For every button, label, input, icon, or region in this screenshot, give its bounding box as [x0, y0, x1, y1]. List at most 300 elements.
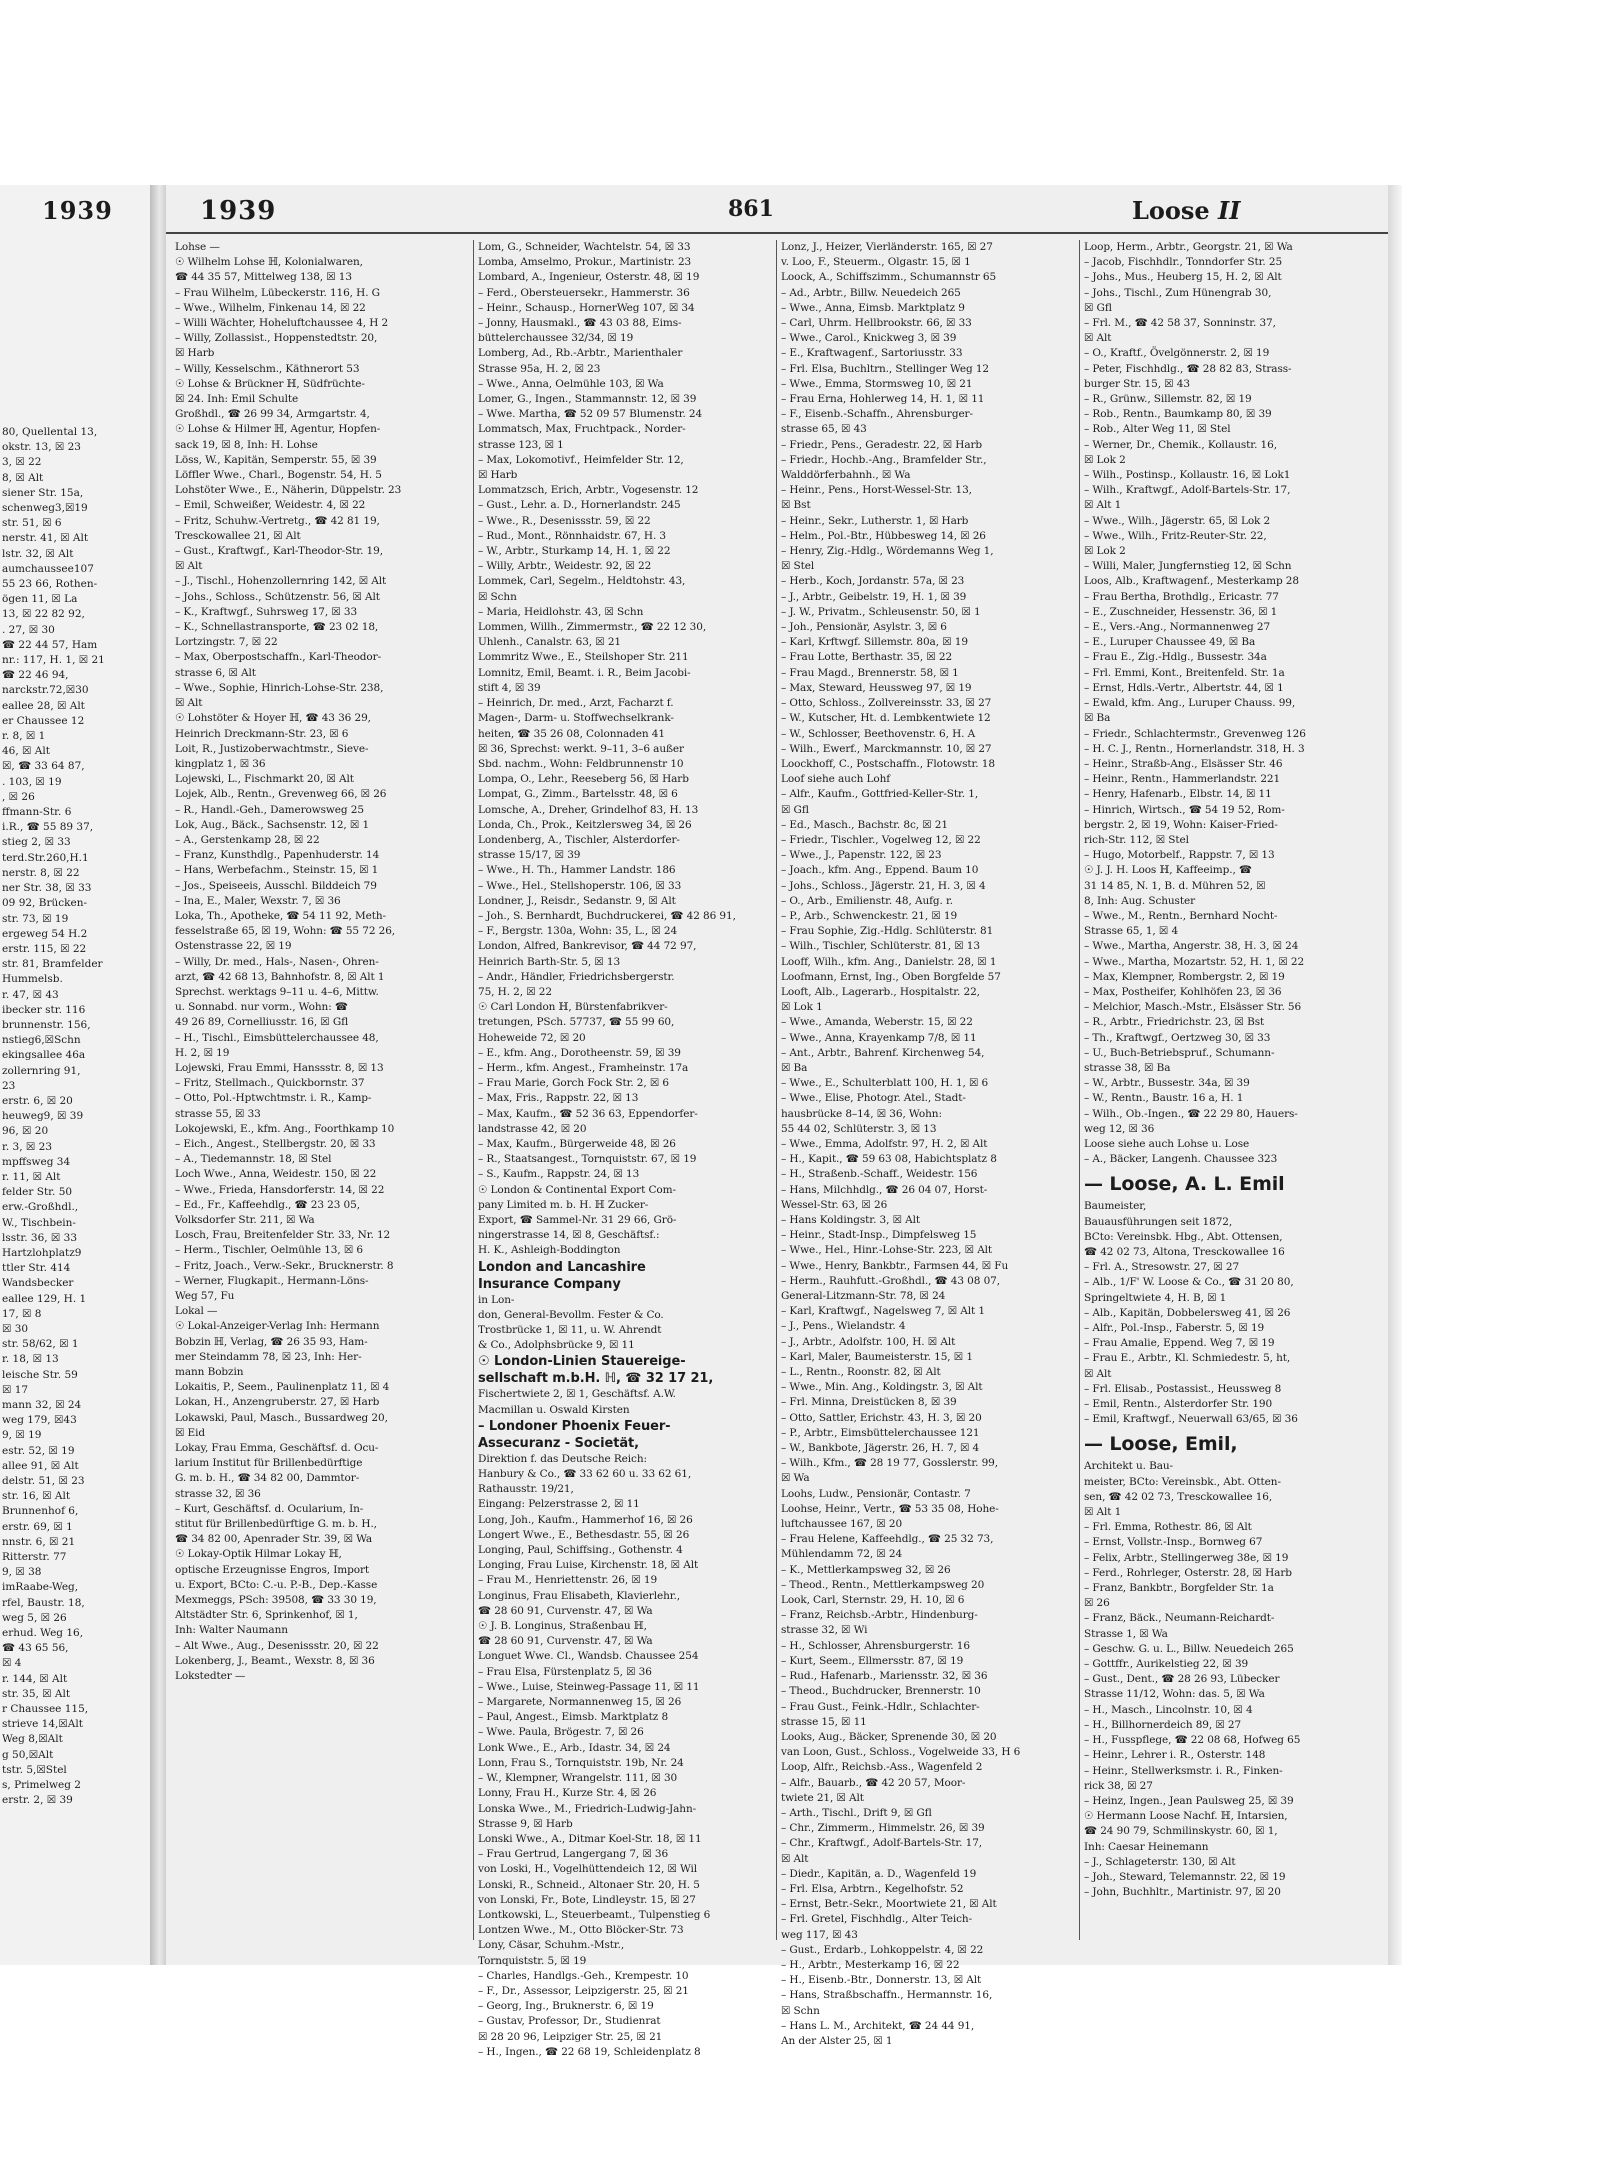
directory-entry-line: Loka, Th., Apotheke, ☎ 54 11 92, Meth- — [175, 909, 386, 922]
directory-entry-line: Mühlendamm 72, ☒ 24 — [781, 1548, 903, 1561]
directory-entry-line: ☉ Lohse & Brückner ℍ, Südfrüchte- — [175, 377, 365, 390]
directory-entry-line: ningerstrasse 14, ☒ 8, Geschäftsf.: — [478, 1229, 660, 1242]
directory-entry-line: Longinus, Frau Elisabeth, Klavierlehr., — [478, 1589, 680, 1602]
directory-entry-line: – Ernst, Vollstr.-Insp., Bornweg 67 — [1084, 1536, 1263, 1549]
directory-entry-line: – Wwe., Elise, Photogr. Atel., Stadt- — [781, 1092, 966, 1105]
directory-entry-line: – P., Arb., Schwenckestr. 21, ☒ 19 — [781, 909, 958, 922]
directory-entry-line: Mexmeggs, PSch: 39508, ☎ 33 30 19, — [175, 1594, 377, 1607]
directory-entry-line: Lojewski, L., Fischmarkt 20, ☒ Alt — [175, 773, 354, 786]
left-fragment-line: strieve 14,☒Alt — [2, 1718, 83, 1731]
directory-entry-line: – Max, Fris., Rappstr. 22, ☒ 13 — [478, 1092, 639, 1105]
directory-entry-line: – Heinr., Pens., Horst-Wessel-Str. 13, — [781, 484, 972, 497]
left-fragment-line: siener Str. 15a, — [2, 486, 84, 499]
directory-entry-line: – R., Handl.-Geh., Damerowsweg 25 — [175, 803, 364, 816]
directory-entry-line: Strasse 1, ☒ Wa — [1084, 1627, 1168, 1640]
directory-entry-line: von Lonski, Fr., Bote, Lindleystr. 15, ☒ 27 — [478, 1893, 696, 1906]
directory-entry-line: – Henry, Zig.-Hdlg., Wördemanns Weg 1, — [781, 545, 994, 558]
directory-entry-line: – Georg, Ing., Bruknerstr. 6, ☒ 19 — [478, 2000, 654, 2013]
directory-entry-line: – Johs., Schloss., Schützenstr. 56, ☒ Alt — [175, 590, 380, 603]
directory-entry-line: An der Alster 25, ☒ 1 — [781, 2034, 893, 2047]
left-fragment-line: 80, Quellental 13, — [2, 426, 98, 438]
left-fragment-line: str. 16, ☒ Alt — [2, 1490, 71, 1503]
directory-entry-line: v. Loo, F., Steuerm., Olgastr. 15, ☒ 1 — [781, 256, 971, 269]
directory-entry-line: ☒ Schn — [781, 2004, 820, 2017]
directory-entry-line: optische Erzeugnisse Engros, Import — [175, 1563, 370, 1576]
directory-entry-line: ☒ Lok 2 — [1084, 453, 1126, 466]
directory-entry-line: – E., Luruper Chaussee 49, ☒ Ba — [1084, 636, 1256, 649]
directory-entry-line: – Heinr., Stadt-Insp., Dimpfelsweg 15 — [781, 1229, 977, 1242]
directory-entry-line: – Ant., Arbtr., Bahrenf. Kirchenweg 54, — [781, 1046, 985, 1059]
directory-entry-line: Lompa, O., Lehr., Reeseberg 56, ☒ Harb — [478, 773, 689, 786]
directory-entry-line: – Franz, Bäck., Neumann-Reichardt- — [1084, 1612, 1275, 1625]
directory-entry-line: rick 38, ☒ 27 — [1084, 1779, 1153, 1792]
directory-entry-line: – Paul, Angest., Eimsb. Marktplatz 8 — [478, 1711, 669, 1724]
directory-entry-line: Lonny, Frau H., Kurze Str. 4, ☒ 26 — [478, 1787, 657, 1800]
directory-entry-line: – Alfr., Bauarb., ☎ 42 20 57, Moor- — [781, 1776, 966, 1789]
directory-entry-line: Strasse 65, 1, ☒ 4 — [1084, 925, 1179, 938]
left-fragment-line: r Chaussee 115, — [2, 1703, 89, 1716]
left-fragment-line: ergeweg 54 H.2 — [2, 927, 88, 940]
directory-entry-line: – H., Ingen., ☎ 22 68 19, Schleidenplatz 8 — [478, 2045, 701, 2058]
directory-entry-line: G. m. b. H., ☎ 34 82 00, Dammtor- — [175, 1472, 360, 1485]
left-fragment-line: terd.Str.260,H.1 — [2, 851, 89, 864]
directory-entry-line: ☉ Wilhelm Lohse ℍ, Kolonialwaren, — [175, 256, 363, 269]
directory-entry-line: – F., Dr., Assessor, Leipzigerstr. 25, ☒ 21 — [478, 1984, 689, 1997]
directory-entry-line: ☎ 24 90 79, Schmilinskystr. 60, ☒ 1, — [1084, 1825, 1278, 1838]
column-divider — [473, 240, 474, 1940]
directory-entry-line: – Jacob, Fischhdlr., Tonndorfer Str. 25 — [1084, 256, 1283, 269]
directory-entry-line: – W., Rentn., Baustr. 16 a, H. 1 — [1084, 1092, 1244, 1105]
directory-entry-line: – Frl. Gretel, Fischhdlg., Alter Teich- — [781, 1913, 973, 1926]
directory-entry-line: – Emil, Schweißer, Weidestr. 4, ☒ 22 — [175, 499, 366, 512]
left-fragment-line: Brunnenhof 6, — [2, 1505, 79, 1518]
directory-entry-line: 31 14 85, N. 1, B. d. Mühren 52, ☒ — [1084, 879, 1266, 892]
directory-entry-line: – Frau Lotte, Berthastr. 35, ☒ 22 — [781, 651, 953, 664]
directory-entry-line: – Theod., Rentn., Mettlerkampsweg 20 — [781, 1578, 985, 1591]
directory-entry-line: – L., Rentn., Roonstr. 82, ☒ Alt — [781, 1366, 941, 1379]
directory-entry-line: strasse 65, ☒ 43 — [781, 423, 867, 436]
left-fragment-line: mpffsweg 34 — [2, 1155, 71, 1168]
directory-entry-line: Lomsche, A., Dreher, Grindelhof 83, H. 13 — [478, 803, 699, 816]
left-fragment-line: str. 51, ☒ 6 — [2, 517, 62, 530]
directory-entry-line: Macmillan u. Oswald Kirsten — [478, 1403, 630, 1416]
directory-entry-line: ☉ Lohstöter & Hoyer ℍ, ☎ 43 36 29, — [175, 712, 371, 725]
directory-entry-line: Lomba, Amselmo, Prokur., Martinistr. 23 — [478, 256, 692, 269]
directory-entry-line: – E., Vers.-Ang., Normannenweg 27 — [1084, 621, 1271, 634]
directory-entry-line: – Alb., 1/F' W. Loose & Co., ☎ 31 20 80, — [1084, 1276, 1294, 1289]
directory-entry-line: Look, Carl, Sternstr. 29, H. 10, ☒ 6 — [781, 1594, 965, 1607]
directory-entry-line: Lonska Wwe., M., Friedrich-Ludwig-Jahn- — [478, 1802, 697, 1815]
directory-entry-line: – Londoner Phoenix Feuer- — [478, 1418, 671, 1434]
directory-entry-line: ☒ 24. Inh: Emil Schulte — [175, 393, 299, 406]
directory-entry-line: – H., Eisenb.-Btr., Donnerstr. 13, ☒ Alt — [781, 1974, 982, 1987]
directory-entry-line: 8, Inh: Aug. Schuster — [1084, 894, 1195, 907]
directory-entry-line: – Frau Erna, Hohlerweg 14, H. 1, ☒ 11 — [781, 393, 985, 406]
directory-entry-line: Lojewski, Frau Emmi, Hanssstr. 8, ☒ 13 — [175, 1061, 384, 1074]
directory-entry-line: – H., Kapit., ☎ 59 63 08, Habichtsplatz 8 — [781, 1153, 997, 1166]
directory-entry-line: – Alt Wwe., Aug., Desenissstr. 20, ☒ 22 — [175, 1639, 379, 1652]
left-fragment-line: weg 5, ☒ 26 — [2, 1611, 67, 1624]
directory-entry-line: – Rob., Rentn., Baumkamp 80, ☒ 39 — [1084, 408, 1272, 421]
directory-entry-line: Sbd. nachm., Wohn: Feldbrunnenstr 10 — [478, 757, 684, 770]
directory-entry-line: – Henry, Hafenarb., Elbstr. 14, ☒ 11 — [1084, 788, 1272, 801]
directory-entry-line: – Willi Wächter, Hoheluftchaussee 4, H 2 — [175, 317, 389, 330]
left-fragment-line: 13, ☒ 22 82 92, — [2, 608, 85, 621]
directory-entry-line: – Arth., Tischl., Drift 9, ☒ Gfl — [781, 1806, 932, 1819]
directory-entry-line: Lokal — — [175, 1305, 218, 1318]
directory-entry-line: – Theod., Buchdrucker, Brennerstr. 10 — [781, 1685, 981, 1698]
directory-entry-line: – Carl, Uhrm. Hellbrookstr. 66, ☒ 33 — [781, 317, 972, 330]
directory-entry-line: – Max, Kaufm., ☎ 52 36 63, Eppendorfer- — [478, 1107, 698, 1120]
directory-entry-line: – Eich., Angest., Stellbergstr. 20, ☒ 33 — [175, 1137, 376, 1150]
directory-entry-line: ☒ Schn — [478, 590, 517, 603]
directory-entry-line: – Kurt, Geschäftsf. d. Ocularium, In- — [175, 1502, 364, 1515]
left-fragment-line: eallee 28, ☒ Alt — [2, 699, 85, 712]
directory-entry-line: Lokawski, Paul, Masch., Bussardweg 20, — [175, 1411, 388, 1424]
directory-entry-line: – P., Arbtr., Eimsbüttelerchaussee 121 — [781, 1426, 980, 1439]
directory-entry-line: – W., Arbtr., Sturkamp 14, H. 1, ☒ 22 — [478, 545, 671, 558]
directory-entry-line: Inh: Caesar Heinemann — [1084, 1840, 1209, 1853]
directory-entry-line: Lohse — — [175, 241, 220, 253]
directory-entry-line: – Franz, Bankbtr., Borgfelder Str. 1a — [1084, 1582, 1274, 1595]
directory-entry-line: – Heinz, Ingen., Jean Paulsweg 25, ☒ 39 — [1084, 1794, 1294, 1807]
directory-entry-line: – Heinr., Lehrer i. R., Osterstr. 148 — [1084, 1749, 1266, 1762]
directory-entry-line: Direktion f. das Deutsche Reich: — [478, 1452, 647, 1465]
directory-entry-line: – J., Tischl., Hohenzollernring 142, ☒ Alt — [175, 575, 387, 588]
directory-entry-line: – Max, Klempner, Rombergstr. 2, ☒ 19 — [1084, 970, 1285, 983]
directory-entry-line: – Ed., Fr., Kaffeehdlg., ☎ 23 23 05, — [175, 1198, 360, 1211]
column-2 — [478, 240, 772, 2060]
directory-entry-line: Springeltwiete 4, H. B, ☒ 1 — [1084, 1291, 1227, 1304]
left-fragment-line: eallee 129, H. 1 — [2, 1292, 87, 1305]
directory-entry-line: strasse 123, ☒ 1 — [478, 438, 564, 451]
left-fragment-line: Wandsbecker — [2, 1277, 74, 1290]
directory-entry-line: Lontkowski, L., Steuerbeamt., Tulpenstieg 6 — [478, 1908, 711, 1921]
directory-entry-line: ☒ Alt — [1084, 332, 1112, 345]
directory-entry-line: tretungen, PSch. 57737, ☎ 55 99 60, — [478, 1016, 675, 1029]
directory-entry-line: – Frau Amalie, Eppend. Weg 7, ☒ 19 — [1084, 1337, 1275, 1350]
directory-entry-line: Lonski, R., Schneid., Altonaer Str. 20, H. 5 — [478, 1878, 700, 1891]
directory-entry-line: ☎ 28 60 91, Curvenstr. 47, ☒ Wa — [478, 1604, 653, 1617]
directory-entry-line: Baumeister, — [1084, 1200, 1147, 1213]
directory-entry-line: – R., Grünw., Sillemstr. 82, ☒ 19 — [1084, 393, 1252, 406]
left-fragment-line: rfel, Baustr. 18, — [2, 1596, 85, 1609]
column-3 — [781, 240, 1075, 2049]
directory-entry-line: ☉ London-Linien Stauereige- — [478, 1354, 686, 1370]
directory-entry-line: Lonn, Frau S., Tornquiststr. 19b, Nr. 24 — [478, 1756, 684, 1769]
directory-entry-line: Lomberg, Ad., Rb.-Arbtr., Marienthaler — [478, 347, 683, 360]
left-fragment-line: ibecker str. 116 — [2, 1003, 86, 1016]
directory-entry-line: – Ed., Masch., Bachstr. 8c, ☒ 21 — [781, 818, 948, 831]
directory-entry-line: – K., Kraftwgf., Suhrsweg 17, ☒ 33 — [175, 605, 358, 618]
left-fragment-line: 09 92, Brücken- — [2, 897, 87, 910]
directory-entry-line: – Ina, E., Maler, Wexstr. 7, ☒ 36 — [175, 894, 341, 907]
directory-entry-line: – Emil, Rentn., Alsterdorfer Str. 190 — [1084, 1398, 1273, 1411]
directory-entry-line: – Wwe., J., Papenstr. 122, ☒ 23 — [781, 849, 942, 862]
directory-entry-line: – Wwe., Amanda, Weberstr. 15, ☒ 22 — [781, 1016, 973, 1029]
directory-entry-line: – J. W., Privatm., Schleusenstr. 50, ☒ 1 — [781, 605, 981, 618]
directory-entry-line: – Frau Gertrud, Langergang 7, ☒ 36 — [478, 1848, 669, 1861]
directory-entry-line: Lonk Wwe., E., Arb., Idastr. 34, ☒ 24 — [478, 1741, 671, 1754]
left-fragment-line: narckstr.72,☒30 — [2, 684, 89, 697]
left-fragment-line: weg 179, ☒43 — [2, 1414, 77, 1427]
left-fragment-line: 9, ☒ 19 — [2, 1429, 42, 1442]
directory-entry-line: – U., Buch-Betriebspruf., Schumann- — [1084, 1046, 1275, 1059]
directory-entry-line: – Heinr., Sekr., Lutherstr. 1, ☒ Harb — [781, 514, 969, 527]
directory-entry-line: Lommatsch, Max, Fruchtpack., Norder- — [478, 423, 686, 436]
directory-entry-line: Löffler Wwe., Charl., Bogenstr. 54, H. 5 — [175, 469, 382, 482]
directory-entry-line: Bobzin ℍ, Verlag, ☎ 26 35 93, Ham- — [175, 1335, 368, 1348]
book-spine — [150, 185, 166, 1965]
directory-entry-line: Loop, Herm., Arbtr., Georgstr. 21, ☒ Wa — [1084, 241, 1293, 253]
left-fragment-line: str. 73, ☒ 19 — [2, 912, 69, 925]
directory-entry-line: Lokstedter — — [175, 1670, 246, 1683]
directory-entry-line: – Frau Magd., Brennerstr. 58, ☒ 1 — [781, 666, 959, 679]
directory-entry-line: – Gottffr., Aurikelstieg 22, ☒ 39 — [1084, 1658, 1249, 1671]
directory-entry-line: hausbrücke 8–14, ☒ 36, Wohn: — [781, 1107, 942, 1120]
directory-entry-line: – Willy, Zollassist., Hoppenstedtstr. 20, — [175, 332, 378, 345]
directory-entry-line: ☒ Gfl — [1084, 301, 1112, 314]
directory-entry-line: – Wwe., Luise, Steinweg-Passage 11, ☒ 11 — [478, 1680, 700, 1693]
directory-entry-line: – Wwe., Henry, Bankbtr., Farmsen 44, ☒ Fu — [781, 1259, 1009, 1272]
left-fragment-line: imRaabe-Weg, — [2, 1581, 79, 1594]
left-fragment-line: erw.-Großhdl., — [2, 1201, 79, 1214]
left-fragment-line: stieg 2, ☒ 33 — [2, 836, 71, 849]
directory-entry-line: – Geschw. G. u. L., Billw. Neuedeich 265 — [1084, 1642, 1294, 1655]
directory-entry-line: Loose siehe auch Lohse u. Lose — [1084, 1137, 1250, 1150]
directory-entry-line: Lontzen Wwe., M., Otto Blöcker-Str. 73 — [478, 1924, 684, 1937]
directory-entry-line: – Wwe., Hel., Hinr.-Lohse-Str. 223, ☒ Alt — [781, 1244, 993, 1257]
left-fragment-line: nstieg6,☒Schn — [2, 1034, 81, 1047]
left-fragment-line: lstr. 32, ☒ Alt — [2, 547, 74, 560]
directory-entry-line: – Frl. Elsa, Buchltrn., Stellinger Weg 12 — [781, 362, 989, 375]
directory-entry-line: ☒ Lok 1 — [781, 1001, 823, 1014]
directory-entry-line: – H., Arbtr., Mesterkamp 16, ☒ 22 — [781, 1958, 960, 1971]
directory-entry-line: – Frau Bertha, Brothdlg., Ericastr. 77 — [1084, 590, 1279, 603]
directory-entry-line: ☉ London & Continental Export Com- — [478, 1183, 676, 1196]
directory-entry-line: – Frau Helene, Kaffeehdlg., ☎ 25 32 73, — [781, 1533, 994, 1546]
directory-entry-line: ☒ 36, Sprechst: werkt. 9–11, 3–6 außer — [478, 742, 684, 755]
directory-entry-line: – Johs., Schloss., Jägerstr. 21, H. 3, ☒ 4 — [781, 879, 986, 892]
directory-entry-line: – Jonny, Hausmakl., ☎ 43 03 88, Eims- — [478, 317, 682, 330]
directory-entry-line: – Frl. Elisab., Postassist., Heussweg 8 — [1084, 1382, 1282, 1395]
left-fragment-line: estr. 52, ☒ 19 — [2, 1444, 75, 1457]
directory-entry-line: – Max, Steward, Heussweg 97, ☒ 19 — [781, 681, 972, 694]
directory-entry-line: ☎ 28 60 91, Curvenstr. 47, ☒ Wa — [478, 1635, 653, 1648]
directory-entry-line: Long, Joh., Kaufm., Hammerhof 16, ☒ 26 — [478, 1513, 693, 1526]
directory-entry-line: – Hinrich, Wirtsch., ☎ 54 19 52, Rom- — [1084, 803, 1285, 816]
directory-entry-line: ☒ Alt — [1084, 1367, 1112, 1380]
directory-entry-line: – K., Schnellastransporte, ☎ 23 02 18, — [175, 621, 379, 634]
directory-entry-line: – Hugo, Motorbelf., Rappstr. 7, ☒ 13 — [1084, 849, 1275, 862]
directory-entry-line: – W., Schlosser, Beethovenstr. 6, H. A — [781, 727, 976, 740]
left-fragment-line: mann 32, ☒ 24 — [2, 1399, 82, 1411]
directory-entry-line: Londenberg, A., Tischler, Alsterdorfer- — [478, 833, 680, 846]
directory-entry-line: – H., Schlosser, Ahrensburgerstr. 16 — [781, 1639, 970, 1652]
directory-entry-line: strasse 15, ☒ 11 — [781, 1715, 867, 1728]
page-number: 861 — [728, 196, 774, 222]
directory-entry-line: ☒ Ba — [1084, 712, 1111, 725]
directory-entry-line: London and Lancashire — [478, 1259, 646, 1275]
left-fragment-line: . 27, ☒ 30 — [2, 623, 55, 636]
directory-entry-line: – Rud., Mont., Rönnhaidstr. 67, H. 3 — [478, 529, 667, 542]
directory-entry-line: – Wwe., Carol., Knickweg 3, ☒ 39 — [781, 332, 957, 345]
left-fragment-line: str. 58/62, ☒ 1 — [2, 1338, 79, 1351]
directory-entry-line: – Max, Postheifer, Kohlhöfen 23, ☒ 36 — [1084, 985, 1282, 998]
directory-entry-line: 55 44 02, Schlüterstr. 3, ☒ 13 — [781, 1122, 937, 1135]
directory-entry-line: strasse 32, ☒ 36 — [175, 1487, 261, 1500]
directory-entry-line: – Fritz, Stellmach., Quickbornstr. 37 — [175, 1077, 365, 1090]
directory-entry-line: – Diedr., Kapitän, a. D., Wagenfeld 19 — [781, 1867, 977, 1880]
directory-entry-line: – Max, Lokomotivf., Heimfelder Str. 12, — [478, 453, 684, 466]
directory-entry-line: – K., Mettlerkampsweg 32, ☒ 26 — [781, 1563, 951, 1576]
directory-entry-line: – Wwe., M., Rentn., Bernhard Nocht- — [1084, 909, 1278, 922]
directory-entry-line: ☒ Wa — [781, 1472, 810, 1485]
directory-entry-line: ☉ Hermann Loose Nachf. ℍ, Intarsien, — [1084, 1810, 1288, 1823]
directory-entry-line: Lokan, H., Anzengruberstr. 27, ☒ Harb — [175, 1396, 380, 1409]
left-fragment-line: felder Str. 50 — [2, 1186, 73, 1199]
directory-entry-line: – Wwe., Anna, Oelmühle 103, ☒ Wa — [478, 377, 664, 390]
directory-entry-line: Export, ☎ Sammel-Nr. 31 29 66, Grö- — [478, 1214, 677, 1226]
directory-entry-line: Lommritz Wwe., E., Steilshoper Str. 211 — [478, 651, 689, 664]
directory-entry-line: – Peter, Fischhdlg., ☎ 28 82 83, Strass- — [1084, 362, 1292, 375]
directory-entry-line: – Heinr., Straßb-Ang., Elsässer Str. 46 — [1084, 757, 1283, 770]
directory-entry-line: larium Institut für Brillenbedürftige — [175, 1457, 363, 1470]
directory-entry-line: Lokojewski, E., kfm. Ang., Foorthkamp 10 — [175, 1122, 395, 1135]
directory-entry-line: – Herm., kfm. Angest., Framheinstr. 17a — [478, 1061, 689, 1074]
directory-entry-line: Uhlenh., Canalstr. 63, ☒ 21 — [478, 636, 621, 649]
directory-entry-line: – John, Buchhltr., Martinistr. 97, ☒ 20 — [1084, 1886, 1281, 1899]
directory-entry-line: – Otto, Sattler, Erichstr. 43, H. 3, ☒ 20 — [781, 1411, 982, 1424]
directory-entry-line: 75, H. 2, ☒ 22 — [478, 985, 552, 998]
directory-entry-line: ☒ Alt — [175, 697, 203, 710]
directory-entry-line: ☒ 26 — [1084, 1597, 1110, 1610]
left-fragment-line: , ☒ 26 — [2, 790, 35, 803]
directory-entry-line: – Hans, Werbefachm., Steinstr. 15, ☒ 1 — [175, 864, 379, 877]
directory-entry-line: – H., Masch., Lincolnstr. 10, ☒ 4 — [1084, 1703, 1253, 1716]
left-fragment-line: delstr. 51, ☒ 23 — [2, 1475, 85, 1488]
directory-entry-line: Strasse 95a, H. 2, ☒ 23 — [478, 362, 601, 375]
left-fragment-line: erhud. Weg 16, — [2, 1627, 84, 1640]
left-fragment-line: r. 11, ☒ Alt — [2, 1170, 61, 1183]
left-fragment-line: ☎ 43 65 56, — [2, 1642, 69, 1655]
directory-entry-line: – Charles, Handlgs.-Geh., Krempestr. 10 — [478, 1969, 689, 1982]
directory-entry-line: kingplatz 1, ☒ 36 — [175, 757, 266, 770]
directory-entry-line: – Willy, Kesselschm., Käthnerort 53 — [175, 362, 360, 375]
directory-entry-line: sellschaft m.b.H. ℍ, ☎ 32 17 21, — [478, 1371, 714, 1387]
directory-entry-line: – J., Arbtr., Geibelstr. 19, H. 1, ☒ 39 — [781, 590, 967, 603]
directory-entry-line: meister, BCto: Vereinsbk., Abt. Otten- — [1084, 1475, 1281, 1488]
directory-entry-line: – Alb., Kapitän, Dobbelersweg 41, ☒ 26 — [1084, 1306, 1291, 1319]
directory-entry-line: strasse 55, ☒ 33 — [175, 1107, 261, 1120]
directory-entry-line: ☎ 34 82 00, Apenrader Str. 39, ☒ Wa — [175, 1533, 373, 1546]
left-fragment-line: er Chaussee 12 — [2, 714, 85, 727]
directory-entry-line: — Loose, Emil, — [1084, 1433, 1238, 1456]
directory-entry-line: – Melchior, Masch.-Mstr., Elsässer Str. 56 — [1084, 1001, 1302, 1014]
left-fragment-line: i.R., ☎ 55 89 37, — [2, 821, 94, 834]
directory-entry-line: weg 117, ☒ 43 — [781, 1928, 858, 1941]
directory-entry-line: ☒ Ba — [781, 1061, 808, 1074]
directory-entry-line: arzt, ☎ 42 68 13, Bahnhofstr. 8, ☒ Alt 1 — [175, 970, 385, 983]
directory-entry-line: Lommek, Carl, Segelm., Heldtohstr. 43, — [478, 575, 686, 588]
directory-entry-line: mann Bobzin — [175, 1366, 244, 1379]
left-fragment-line: ner Str. 38, ☒ 33 — [2, 882, 92, 895]
directory-entry-line: – Wilh., Kraftwgf., Adolf-Bartels-Str. 17, — [1084, 484, 1291, 497]
left-fragment-line: Weg 8,☒Alt — [2, 1733, 63, 1746]
directory-entry-line: – Frau Sophie, Zig.-Hdlg. Schlüterstr. 81 — [781, 925, 994, 938]
directory-entry-line: – Herm., Tischler, Oelmühle 13, ☒ 6 — [175, 1244, 363, 1257]
directory-entry-line: – Karl, Krftwgf. Sillemstr. 80a, ☒ 19 — [781, 636, 968, 649]
left-fragment-line: heuweg9, ☒ 39 — [2, 1110, 84, 1123]
directory-entry-line: ☉ J. J. H. Loos ℍ, Kaffeeimp., ☎ — [1084, 864, 1252, 877]
directory-entry-line: – Margarete, Normannenweg 15, ☒ 26 — [478, 1696, 682, 1709]
directory-entry-line: ☒ Alt — [175, 560, 203, 573]
left-fragment-line: 46, ☒ Alt — [2, 745, 50, 758]
directory-entry-line: – Hans L. M., Architekt, ☎ 24 44 91, — [781, 2019, 975, 2032]
header-rule — [166, 232, 1388, 234]
left-fragment-line: 3, ☒ 22 — [2, 456, 42, 469]
directory-entry-line: Insurance Company — [478, 1276, 621, 1292]
left-fragment-line: ☒ 17 — [2, 1383, 29, 1396]
column-divider — [1079, 240, 1080, 1940]
left-fragment-line: r. 8, ☒ 1 — [2, 730, 46, 743]
left-fragment-line: g 50,☒Alt — [2, 1748, 54, 1761]
left-fragment-line: nerstr. 41, ☒ Alt — [2, 532, 89, 545]
left-fragment-line: brunnenstr. 156, — [2, 1018, 91, 1031]
directory-entry-line: – Wilh., Tischler, Schlüterstr. 81, ☒ 13 — [781, 940, 980, 953]
left-fragment-line: leische Str. 59 — [2, 1368, 78, 1381]
directory-entry-line: Inh: Walter Naumann — [175, 1624, 288, 1637]
left-fragment-line: 96, ☒ 20 — [2, 1125, 49, 1138]
left-fragment-line: ffmann-Str. 6 — [2, 806, 72, 819]
left-fragment-line: aumchaussee107 — [2, 562, 94, 575]
directory-entry-line: Lojek, Alb., Rentn., Grevenweg 66, ☒ 26 — [175, 788, 387, 801]
directory-entry-line: – O., Arb., Emilienstr. 48, Aufg. r. — [781, 894, 954, 907]
left-fragment-line: Hummelsb. — [2, 973, 63, 986]
directory-entry-line: Lompat, G., Zimm., Bartelsstr. 48, ☒ 6 — [478, 788, 678, 801]
directory-entry-line: – W., Arbtr., Bussestr. 34a, ☒ 39 — [1084, 1077, 1250, 1090]
directory-entry-line: landstrasse 42, ☒ 20 — [478, 1122, 587, 1135]
left-fragment-line: r. 18, ☒ 13 — [2, 1353, 59, 1366]
left-fragment-line: zollernring 91, — [2, 1064, 81, 1077]
directory-entry-line: & Co., Adolphsbrücke 9, ☒ 11 — [478, 1339, 635, 1352]
directory-entry-line: Löss, W., Kapitän, Semperstr. 55, ☒ 39 — [175, 453, 377, 466]
left-fragment-line: ttler Str. 414 — [2, 1262, 71, 1275]
directory-entry-line: ☒ Lok 2 — [1084, 545, 1126, 558]
directory-entry-line: Londner, J., Reisdr., Sedanstr. 9, ☒ Alt — [478, 894, 676, 907]
directory-entry-line: u. Sonnabd. nur vorm., Wohn: ☎ — [175, 1001, 348, 1014]
directory-entry-line: Loch Wwe., Anna, Weidestr. 150, ☒ 22 — [175, 1168, 377, 1181]
directory-entry-line: – Wwe., Frieda, Hansdorferstr. 14, ☒ 22 — [175, 1183, 385, 1196]
left-fragment-line: schenweg3,☒19 — [2, 502, 88, 515]
page-year: 1939 — [200, 196, 277, 226]
directory-entry-line: – Helm., Pol.-Btr., Hübbesweg 14, ☒ 26 — [781, 529, 986, 542]
directory-entry-line: – A., Gerstenkamp 28, ☒ 22 — [175, 833, 320, 846]
directory-entry-line: Lortzingstr. 7, ☒ 22 — [175, 636, 278, 649]
left-fragment-line: erstr. 6, ☒ 20 — [2, 1094, 73, 1107]
directory-entry-line: Lommen, Willh., Zimmermstr., ☎ 22 12 30, — [478, 621, 707, 634]
left-fragment-line: s, Primelweg 2 — [2, 1779, 81, 1792]
directory-entry-line: – A., Tiedemannstr. 18, ☒ Stel — [175, 1153, 332, 1166]
directory-entry-line: – Frl. Elsa, Arbtrn., Kegelhofstr. 52 — [781, 1882, 964, 1895]
directory-entry-line: – Wilh., Postinsp., Kollaustr. 16, ☒ Lok1 — [1084, 469, 1291, 482]
directory-entry-line: – Wwe., Hel., Stellshoperstr. 106, ☒ 33 — [478, 879, 682, 892]
directory-entry-line: – Wwe., Min. Ang., Koldingstr. 3, ☒ Alt — [781, 1381, 983, 1394]
left-fragment-line: ☒ 30 — [2, 1322, 29, 1335]
directory-entry-line: Lokay, Frau Emma, Geschäftsf. d. Ocu- — [175, 1442, 379, 1455]
directory-entry-line: ☒ Stel — [781, 560, 815, 573]
directory-entry-line: Architekt u. Bau- — [1084, 1460, 1173, 1473]
